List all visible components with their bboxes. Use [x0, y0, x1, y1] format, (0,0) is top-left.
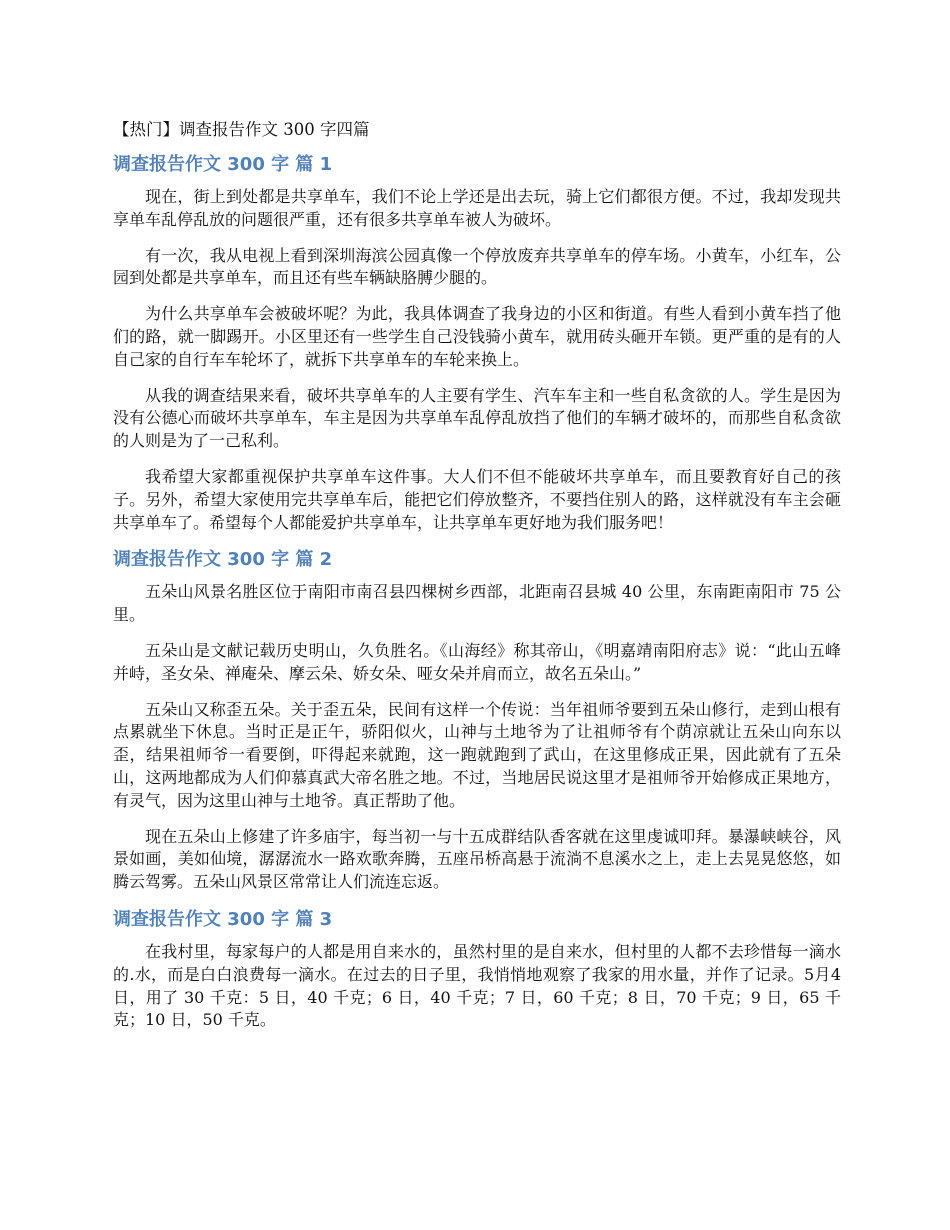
document-page — [113, 118, 841, 1045]
paragraph: 五朵山又称歪五朵。关于歪五朵，民间有这样一个传说：当年祖师爷要到五朵山修行，走到山根有点累就坐下休息。当时正是正午，骄阳似火，山神与土地爷为了让祖师爷有个荫凉就让五朵山向东以歪，结果祖师爷一看要倒，吓得起来就跑，这一跑就跑到了武山，在这里修成正果，因此就有了五朵山，这两地都成为人们仰慕真武大帝名胜之地。不过，当地居民说这里才是祖师爷开始修成正果地方，有灵气，因为这里山神与土地爷。真正帮助了他。 — [113, 699, 841, 810]
section-heading: 调查报告作文 300 字 篇 1 — [113, 154, 333, 175]
paragraph: 在我村里，每家每户的人都是用自来水的，虽然村里的是自来水，但村里的人都不去珍惜每一滴水的.水，而是白白浪费每一滴水。在过去的日子里，我悄悄地观察了我家的用水量，并作了记录。5月4日，用了 30 千克：5 日，40 千克；6 日，40 千克；7 日，60 千克；8 日，70 千克；9 日，65 千克；10 日，50 千克。 — [113, 941, 841, 1030]
section-2 — [113, 547, 841, 894]
paragraph: 我希望大家都重视保护共享单车这件事。大人们不但不能破坏共享单车，而且要教育好自己的孩子。另外，希望大家使用完共享单车后，能把它们停放整齐，不要挡住别人的路，这样就没有车主会砸共享单车了。希望每个人都能爱护共享单车，让共享单车更好地为我们服务吧！ — [113, 466, 841, 532]
paragraph: 现在，街上到处都是共享单车，我们不论上学还是出去玩，骑上它们都很方便。不过，我却发现共享单车乱停乱放的问题很严重，还有很多共享单车被人为破坏。 — [113, 187, 841, 229]
paragraph: 五朵山是文献记载历史明山，久负胜名。《山海经》称其帝山，《明嘉靖南阳府志》说：“此山五峰并峙，圣女朵、禅庵朵、摩云朵、娇女朵、哑女朵并肩而立，故名五朵山。” — [113, 640, 841, 683]
section-heading: 调查报告作文 300 字 篇 2 — [113, 549, 333, 571]
paragraph: 现在五朵山上修建了许多庙宇，每当初一与十五成群结队香客就在这里虔诚叩拜。暴瀑峡峡谷，风景如画，美如仙境，潺潺流水一路欢歌奔腾，五座吊桥高悬于流淌不息溪水之上，走上去晃晃悠悠，如腾云驾雾。五朵山风景区常常让人们流连忘返。 — [113, 826, 841, 892]
document-title: 【热门】调查报告作文 300 字四篇 — [113, 120, 370, 139]
paragraph: 从我的调查结果来看，破坏共享单车的人主要有学生、汽车车主和一些自私贪欲的人。学生是因为没有公德心而破坏共享单车，车主是因为共享单车乱停乱放挡了他们的车辆才破坏的，而那些自私贪欲的人则是为了一己私利。 — [113, 385, 841, 451]
section-heading: 调查报告作文 300 字 篇 3 — [113, 908, 333, 930]
section-3 — [113, 907, 841, 1032]
paragraph: 五朵山风景名胜区位于南阳市南召县四棵树乡西部，北距南召县城 40 公里，东南距南阳市 75 公里。 — [113, 582, 841, 625]
paragraph: 有一次，我从电视上看到深圳海滨公园真像一个停放废弃共享单车的停车场。小黄车，小红车，公园到处都是共享单车，而且还有些车辆缺胳膊少腿的。 — [113, 245, 841, 288]
paragraph: 为什么共享单车会被破坏呢？为此，我具体调查了我身边的小区和街道。有些人看到小黄车挡了他们的路，就一脚踢开。小区里还有一些学生自己没钱骑小黄车，就用砖头砸开车锁。更严重的是有的人自己家的自行车车轮坏了，就拆下共享单车的车轮来换上。 — [113, 304, 841, 369]
section-1 — [113, 152, 841, 534]
